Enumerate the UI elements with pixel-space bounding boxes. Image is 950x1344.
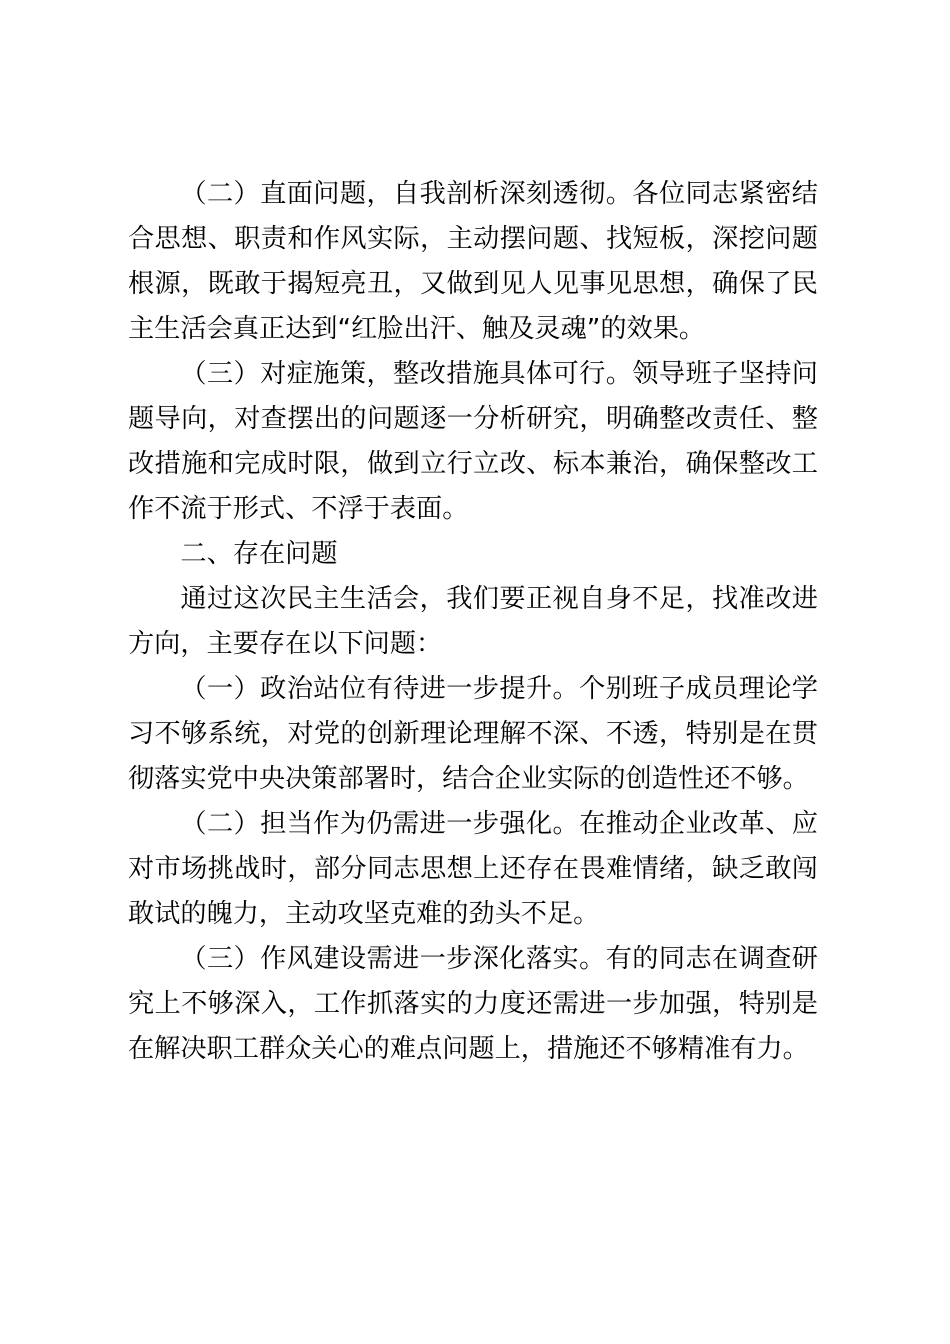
paragraph-targeted-measures: （三）对症施策，整改措施具体可行。领导班子坚持问题导向，对查摆出的问题逐一分析研究，明确整改责任、整改措施和完成时限，做到立行立改、标本兼治，确保整改工作不流于形式、不浮于表面。	[128, 359, 818, 524]
paragraph-political-stance: （一）政治站位有待进一步提升。个别班子成员理论学习不够系统，对党的创新理论理解不深、不透，特别是在贯彻落实党中央决策部署时，结合企业实际的创造性还不够。	[128, 674, 818, 794]
section-heading-existing-problems: 二、存在问题	[180, 539, 338, 569]
paragraph-work-style: （三）作风建设需进一步深化落实。有的同志在调查研究上不够深入，工作抓落实的力度还需进一步加强，特别是在解决职工群众关心的难点问题上，措施还不够精准有力。	[128, 944, 818, 1064]
paragraph-problems-intro: 通过这次民主生活会，我们要正视自身不足，找准改进方向，主要存在以下问题：	[128, 584, 818, 659]
document-page	[128, 172, 818, 1072]
paragraph-responsibility: （二）担当作为仍需进一步强化。在推动企业改革、应对市场挑战时，部分同志思想上还存在畏难情绪，缺乏敢闯敢试的魄力，主动攻坚克难的劲头不足。	[128, 809, 818, 929]
paragraph-facing-problems: （二）直面问题，自我剖析深刻透彻。各位同志紧密结合思想、职责和作风实际，主动摆问题、找短板，深挖问题根源，既敢于揭短亮丑，又做到见人见事见思想，确保了民主生活会真正达到“红脸出汗、触及灵魂”的效果。	[128, 179, 818, 344]
